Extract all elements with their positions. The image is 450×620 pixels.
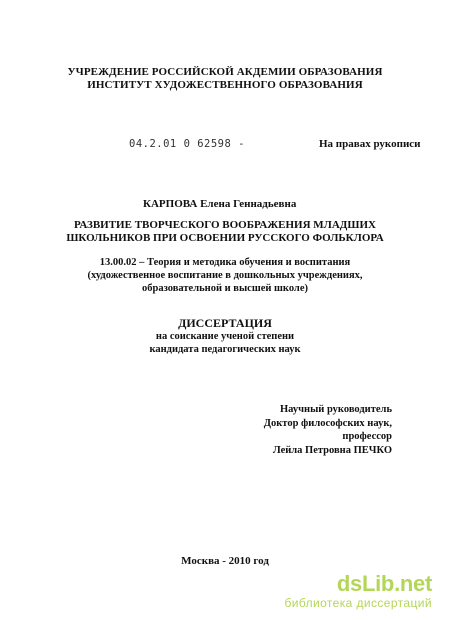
institution-line-2: ИНСТИТУТ ХУДОЖЕСТВЕННОГО ОБРАЗОВАНИЯ	[87, 79, 363, 91]
supervisor-block	[264, 403, 392, 457]
title-line-2: ШКОЛЬНИКОВ ПРИ ОСВОЕНИИ РУССКОГО ФОЛЬКЛОРА	[66, 232, 384, 244]
author-name: КАРПОВА Елена Геннадьевна	[143, 198, 297, 210]
institution-line-1: УЧРЕЖДЕНИЕ РОССИЙСКОЙ АКДЕМИИ ОБРАЗОВАНИЯ	[67, 66, 383, 78]
supervisor-line-3: профессор	[342, 431, 392, 442]
specialty-line-3: образовательной и высшей школе)	[142, 283, 308, 294]
specialty-line-1: 13.00.02 – Теория и методика обучения и воспитания	[99, 257, 351, 268]
specialty-block	[0, 256, 450, 295]
supervisor-line-4: Лейла Петровна ПЕЧКО	[272, 444, 392, 456]
city-year: Москва - 2010 год	[181, 555, 269, 567]
degree-block	[0, 330, 450, 356]
institution-header	[0, 66, 450, 92]
specialty-line-2: (художественное воспитание в дошкольных учреждениях,	[87, 270, 363, 281]
dissertation-title	[0, 219, 450, 245]
dslib-logo[interactable]	[285, 572, 433, 596]
dslib-subtitle: библиотека диссертаций	[284, 596, 432, 610]
registration-stamp: 04.2.01 0 62598 -	[129, 138, 245, 150]
supervisor-line-2: Доктор философских наук,	[263, 417, 392, 429]
supervisor-line-1: Научный руководитель	[280, 404, 392, 415]
dissertation-heading: ДИССЕРТАЦИЯ	[178, 316, 272, 330]
dslib-logo-suffix: .net	[394, 571, 432, 596]
dslib-logo-name: dsLib	[336, 571, 395, 596]
title-line-1: РАЗВИТИЕ ТВОРЧЕСКОГО ВООБРАЖЕНИЯ МЛАДШИХ	[74, 219, 376, 231]
manuscript-rights-note: На правах рукописи	[319, 138, 421, 150]
dslib-watermark[interactable]	[285, 572, 433, 610]
degree-line-1: на соискание ученой степени	[155, 331, 295, 342]
degree-line-2: кандидата педагогических наук	[149, 344, 301, 355]
